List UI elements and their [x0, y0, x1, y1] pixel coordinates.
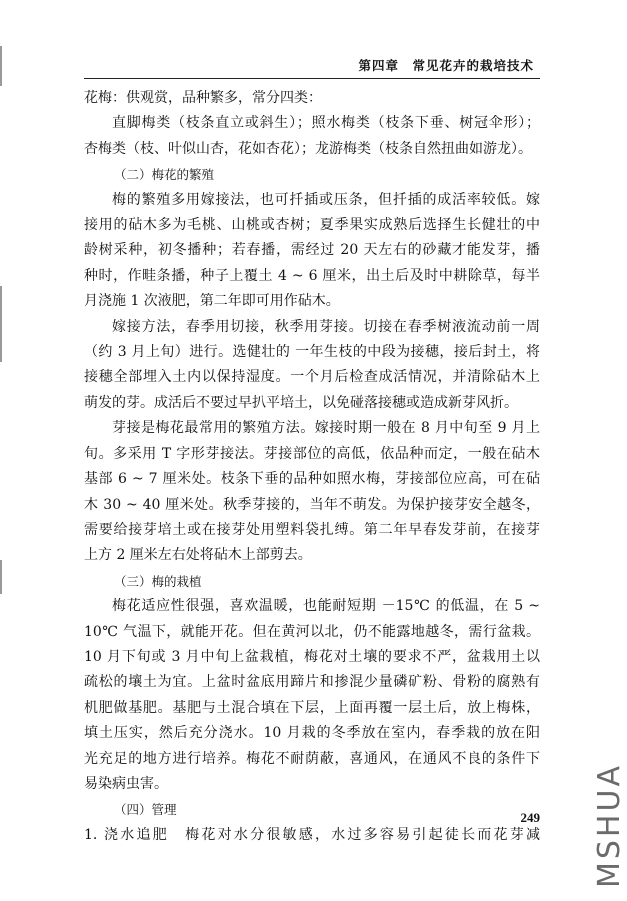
- scan-edge-line-middle: [0, 286, 2, 362]
- body-line: 光充足的地方进行培养。梅花不耐荫蔽，喜通风，在通风不良的条件下: [84, 750, 540, 767]
- watermark: MSHUA: [592, 763, 627, 888]
- body-line: 10℃ 气温下，就能开花。但在黄河以北，仍不能露地越冬，需行盆栽。: [84, 623, 540, 640]
- body-line: （约 3 月上旬）进行。选健壮的 一年生枝的中段为接穗，接后封土，将: [84, 344, 540, 361]
- section-heading: （二）梅花的繁殖: [114, 167, 215, 183]
- body-line: 接用的砧木多为毛桃、山桃或杏树；夏季果实成熟后选择生长健壮的中: [84, 217, 540, 234]
- body-line: 疏松的壤土为宜。上盆时盆底用蹄片和掺混少量磷矿粉、骨粉的腐熟有: [84, 674, 540, 691]
- body-line: 梅花适应性很强，喜欢温暖，也能耐短期 －15℃ 的低温，在 5 ~: [112, 598, 540, 615]
- body-line: 种时，作畦条播，种子上覆土 4 ~ 6 厘米，出土后及时中耕除草，每半: [84, 267, 540, 284]
- chapter-title: 第四章 常见花卉的栽培技术: [358, 58, 534, 73]
- body-line: 直脚梅类（枝条直立或斜生）；照水梅类（枝条下垂、树冠伞形）；: [112, 115, 540, 132]
- body-line: 花梅：供观赏，品种繁多，常分四类：: [84, 90, 322, 106]
- body-line: 月浇施 1 次液肥，第二年即可用作砧木。: [84, 293, 340, 310]
- page-number: 249: [520, 810, 540, 825]
- body-line: 接穗全部埋入土内以保持湿度。一个月后检查成活情况，并清除砧木上: [84, 369, 540, 386]
- body-line: 填土压实，然后充分浇水。10 月栽的冬季放在室内，春季栽的放在阳: [84, 725, 540, 742]
- body-line: 机肥做基肥。基肥与土混合填在下层，上面再覆一层土后，放上梅株，: [84, 699, 540, 716]
- body-line: 芽接是梅花最常用的繁殖方法。嫁接时期一般在 8 月中旬至 9 月上: [112, 420, 540, 437]
- body-line: 旬。多采用 T 字形芽接法。芽接部位的高低，依品种而定，一般在砧木: [84, 445, 540, 462]
- body-line: 梅的繁殖多用嫁接法，也可扦插或压条，但扦插的成活率较低。嫁: [112, 191, 540, 208]
- section-heading: （三）梅的栽植: [114, 573, 202, 589]
- body-line: 杏梅类（枝、叶似山杏，花如杏花）；龙游梅类（枝条自然扭曲如游龙）。: [84, 140, 532, 157]
- body-line: 木 30 ~ 40 厘米处。秋季芽接的，当年不萌发。为保护接芽安全越冬，: [84, 496, 540, 513]
- body-line: 基部 6 ~ 7 厘米处。枝条下垂的品种如照水梅，芽接部位应高，可在砧: [84, 471, 540, 488]
- body-line: 萌发的芽。成活后不要过早扒平培土，以免碰落接穗或造成新芽风折。: [84, 394, 518, 411]
- page-body: [84, 86, 540, 848]
- running-header: [84, 50, 540, 79]
- body-line: 1. 浇水追肥 梅花对水分很敏感，水过多容易引起徒长而花芽减: [84, 826, 540, 843]
- body-line: 上方 2 厘米左右处将砧木上部剪去。: [84, 547, 312, 564]
- body-line: 10 月下旬或 3 月中旬上盆栽植，梅花对土壤的要求不严，盆栽用土以: [84, 648, 540, 665]
- body-line: 需要给接芽培土或在接芽处用塑料袋扎缚。第二年早春发芽前，在接芽: [84, 521, 540, 538]
- section-heading: （四）管理: [114, 802, 177, 818]
- body-line: 易染病虫害。: [84, 775, 168, 792]
- body-line: 龄树采种，初冬播种；若春播，需经过 20 天左右的砂藏才能发芽，播: [84, 242, 540, 259]
- scan-edge-line-top: [0, 46, 2, 86]
- body-line: 嫁接方法，春季用切接，秋季用芽接。切接在春季树液流动前一周: [112, 318, 540, 335]
- scan-edge-line-bottom: [0, 560, 2, 594]
